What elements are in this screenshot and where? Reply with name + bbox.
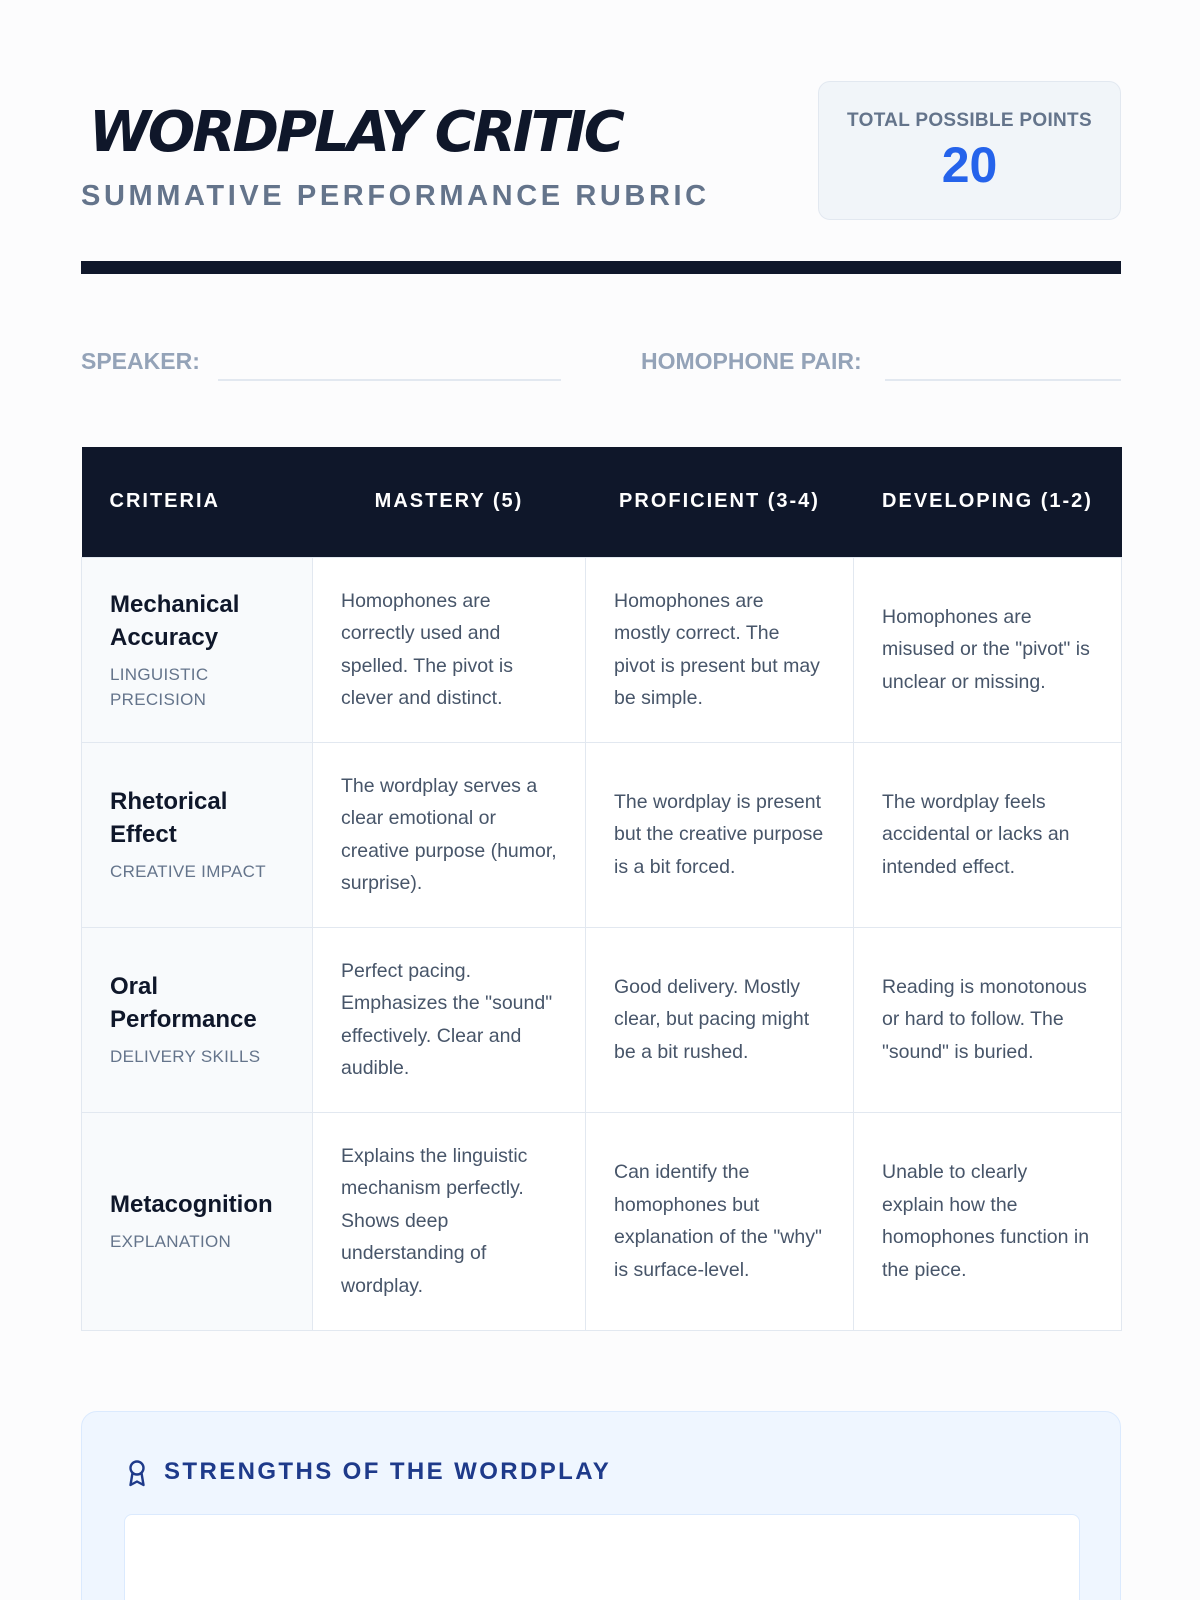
header-divider [81, 261, 1121, 274]
criteria-cell [82, 557, 313, 742]
info-fields [81, 345, 1121, 385]
total-points-card [818, 81, 1121, 220]
total-points-value: 20 [941, 137, 998, 193]
developing-cell: Unable to clearly explain how the homophones function in the piece. [854, 1112, 1122, 1330]
award-ribbon-icon [126, 1459, 148, 1489]
table-row [82, 927, 1122, 1112]
speaker-label: SPEAKER: [81, 348, 200, 374]
homophone-pair-field[interactable] [885, 379, 1121, 381]
page-header [81, 0, 1121, 262]
table-header-row [82, 447, 1122, 557]
criteria-name: Mechanical Accuracy [110, 590, 240, 651]
column-header-developing: DEVELOPING (1-2) [854, 447, 1122, 557]
developing-cell: Homophones are misused or the "pivot" is unclear or missing. [854, 557, 1122, 742]
developing-cell: The wordplay feels accidental or lacks an intended effect. [854, 742, 1122, 927]
mastery-cell: Explains the linguistic mechanism perfectly. Shows deep understanding of wordplay. [313, 1112, 586, 1330]
criteria-name: Rhetorical Effect [110, 788, 228, 848]
mastery-cell: The wordplay serves a clear emotional or creative purpose (humor, surprise). [313, 742, 586, 927]
criteria-name: Oral Performance [110, 973, 257, 1033]
rubric-table [81, 447, 1122, 1331]
column-header-proficient: PROFICIENT (3-4) [586, 447, 854, 557]
criteria-cell [82, 1112, 313, 1330]
page-subtitle: SUMMATIVE PERFORMANCE RUBRIC [81, 180, 710, 212]
strengths-notes-area[interactable] [124, 1514, 1080, 1600]
strengths-panel [81, 1411, 1121, 1600]
rubric-page [81, 0, 1121, 1485]
criteria-cell [82, 742, 313, 927]
criteria-subtitle: LINGUISTIC PRECISION [110, 664, 209, 709]
criteria-subtitle: DELIVERY SKILLS [110, 1047, 261, 1066]
page-title: WORDPLAY CRITIC [89, 100, 622, 165]
proficient-cell: Homophones are mostly correct. The pivot is present but may be simple. [586, 557, 854, 742]
table-row [82, 1112, 1122, 1330]
table-row [82, 557, 1122, 742]
criteria-subtitle: EXPLANATION [110, 1232, 232, 1251]
mastery-cell: Homophones are correctly used and spelled. The pivot is clever and distinct. [313, 557, 586, 742]
proficient-cell: Good delivery. Mostly clear, but pacing might be a bit rushed. [586, 927, 854, 1112]
criteria-cell [82, 927, 313, 1112]
column-header-mastery: MASTERY (5) [313, 447, 586, 557]
criteria-name: Metacognition [110, 1191, 273, 1218]
strengths-title: STRENGTHS OF THE WORDPLAY [164, 1458, 612, 1485]
mastery-cell: Perfect pacing. Emphasizes the "sound" effectively. Clear and audible. [313, 927, 586, 1112]
total-points-label: TOTAL POSSIBLE POINTS [847, 110, 1092, 131]
proficient-cell: Can identify the homophones but explanation of the "why" is surface-level. [586, 1112, 854, 1330]
homophone-pair-label: HOMOPHONE PAIR: [641, 348, 862, 374]
developing-cell: Reading is monotonous or hard to follow. The "sound" is buried. [854, 927, 1122, 1112]
speaker-field[interactable] [218, 379, 561, 381]
column-header-criteria: CRITERIA [82, 447, 313, 557]
table-row [82, 742, 1122, 927]
criteria-subtitle: CREATIVE IMPACT [110, 862, 266, 881]
proficient-cell: The wordplay is present but the creative purpose is a bit forced. [586, 742, 854, 927]
